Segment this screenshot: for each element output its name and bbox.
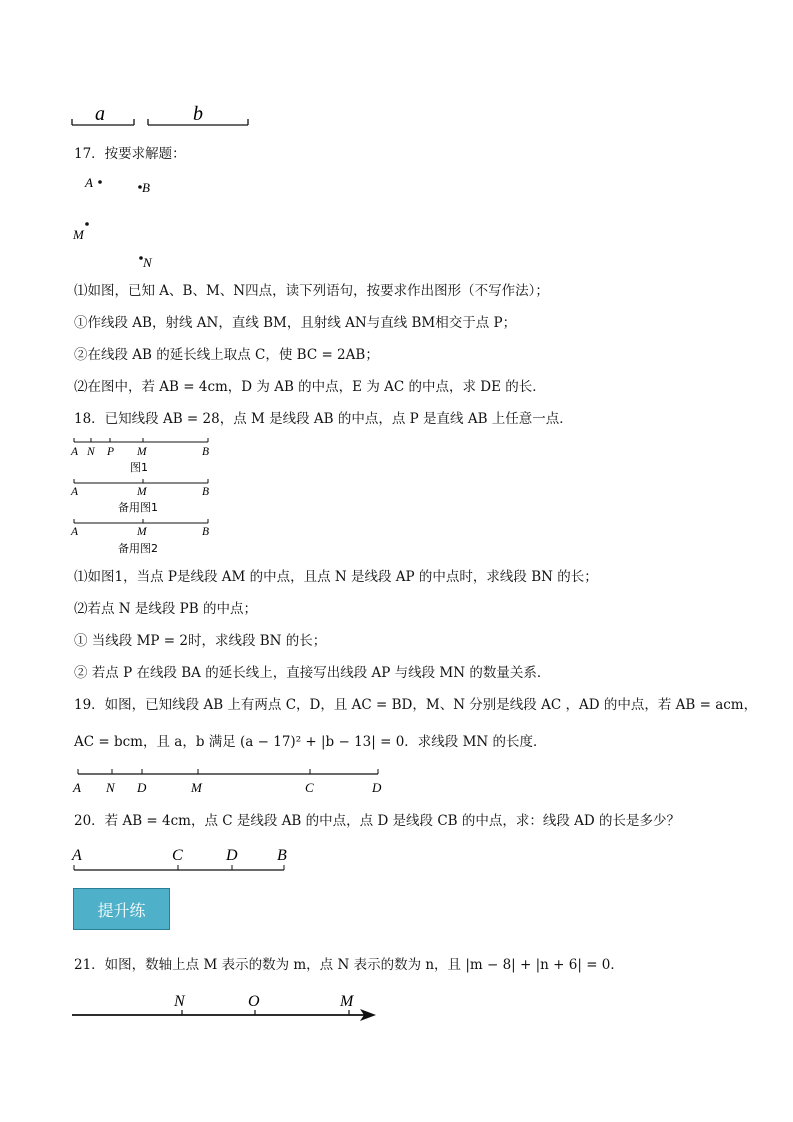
point-a-label: A [85,175,93,190]
q20-label-d: D [226,847,238,864]
fig2-label-b: B [202,486,210,498]
q20-label-a: A [72,847,82,864]
q18-part2-step2: ② 若点 P 在线段 BA 的延长线上，直接写出线段 AP 与线段 MN 的数量关系． [74,665,551,681]
q18-part2-step1: ① 当线段 MP = 2时，求线段 BN 的长； [74,633,327,649]
q19-label-n: N [106,780,115,795]
q20-label-c: C [172,847,183,864]
q20-text: 20．若 AB = 4cm，点 C 是线段 AB 的中点，点 D 是线段 CB 的中点，求：线段 AD 的长是多少？ [74,813,681,829]
point-m-label: M [73,227,84,242]
q19-label-d1: D [137,780,147,795]
fig1-label-a: A [71,446,79,458]
q20-label-b: B [277,847,287,864]
point-n-label: N [143,255,152,270]
q20-figure [70,842,300,878]
fig1-label-m: M [137,446,147,458]
q21-label-o: O [248,993,260,1010]
section-tishenglian-button[interactable]: 提升练 [73,888,170,930]
q21-text: 21．如图，数轴上点 M 表示的数为 m，点 N 表示的数为 n，且 |m − 8| + |n + 6| = 0． [74,957,624,973]
q17-part1-step1: ①作线段 AB，射线 AN，直线 BM，且射线 AN与直线 BM相交于点 P； [74,315,517,331]
q21-label-n: N [174,993,185,1010]
q18-title: 18．已知线段 AB = 28，点 M 是线段 AB 的中点，点 P 是直线 AB 上任意一点． [74,411,573,427]
fig2-caption: 备用图1 [118,501,158,514]
q19-label-m: M [191,780,202,795]
fig1-label-p: P [107,446,115,458]
q19-figure [70,762,390,796]
segment-b-label: b [193,103,203,125]
fig3-caption: 备用图2 [118,542,158,555]
q19-label-d2: D [372,780,382,795]
q18-figures [70,433,230,563]
fig1-label-n: N [87,446,95,458]
fig3-label-a: A [71,526,79,538]
segment-a-label: a [95,103,105,125]
point-b-label: B [142,180,150,195]
fig1-caption: 图1 [130,461,148,474]
segments-a-b-figure [68,100,258,132]
q17-title: 17．按要求解题： [74,146,186,162]
fig3-label-m: M [137,526,147,538]
q17-part1-step2: ②在线段 AB 的延长线上取点 C，使 BC = 2AB； [74,347,379,363]
q18-part1: ⑴如图1，当点 P是线段 AM 的中点，且点 N 是线段 AP 的中点时，求线段 BN 的长； [74,569,598,585]
fig1-label-b: B [202,446,210,458]
q17-part2: ⑵在图中，若 AB = 4cm，D 为 AB 的中点，E 为 AC 的中点，求 DE 的长． [74,379,546,395]
fig2-label-a: A [71,486,79,498]
q21-number-line [68,988,388,1028]
q17-points-figure [70,170,180,280]
fig3-label-b: B [202,526,210,538]
fig2-label-m: M [137,486,147,498]
q19-label-c: C [305,780,314,795]
q19-label-a: A [73,780,81,795]
q17-part1: ⑴如图，已知 A、B、M、N四点，读下列语句，按要求作出图形（不写作法）； [74,283,549,299]
q21-label-m: M [340,993,354,1010]
q18-part2: ⑵若点 N 是线段 PB 的中点； [74,601,257,617]
q19-line2: AC = bcm，且 a，b 满足 (a − 17)² + |b − 13| = 0．求线段 MN 的长度． [74,734,547,750]
q19-line1: 19．如图，已知线段 AB 上有两点 C，D，且 AC = BD，M、N 分别是线段 AC ，AD 的中点，若 AB = acm， [74,697,758,713]
